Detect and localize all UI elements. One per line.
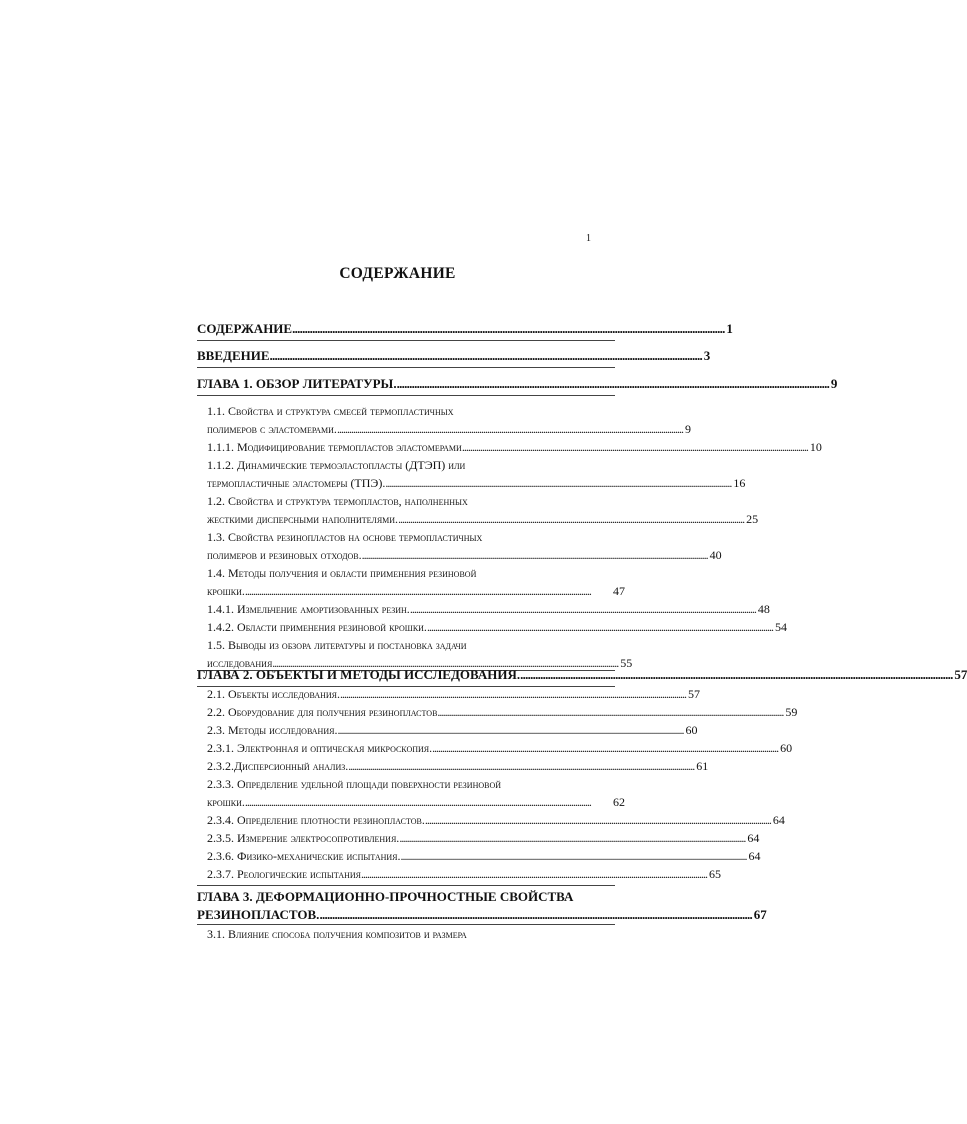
dot-leader [245, 582, 610, 600]
dot-leader [361, 865, 706, 883]
dot-leader [410, 600, 755, 618]
toc-entry [197, 320, 733, 338]
page-number: 1 [586, 233, 591, 244]
section-divider [197, 367, 615, 368]
toc-page-number: 64 [747, 831, 760, 845]
toc-entry [197, 402, 691, 438]
dot-leader [245, 793, 610, 811]
dot-leader [362, 546, 707, 564]
toc-entry-title: 1.2. Свойства и структура термопластов, наполненных [207, 494, 468, 508]
dot-leader [337, 420, 682, 438]
section-divider [197, 885, 615, 886]
dot-leader [398, 510, 743, 528]
toc-page-number: 47 [613, 584, 625, 598]
toc-entry-title-continued: полимеров с эластомерами. [207, 422, 337, 436]
toc-entry-title: 1.1. Свойства и структура смесей термопластичных [207, 404, 454, 418]
toc-page-number: 25 [746, 512, 759, 526]
toc-entry-title-continued: крошки. [207, 584, 245, 598]
toc-entry [197, 847, 761, 865]
dot-leader [397, 375, 828, 393]
toc-page-number: 16 [733, 476, 746, 490]
toc-page-number: 59 [785, 705, 798, 719]
toc-entry-title: ГЛАВА 2. ОБЪЕКТЫ И МЕТОДЫ ИССЛЕДОВАНИЯ. [197, 667, 521, 682]
toc-entry-title: 2.2. Оборудование для получения резинопластов [207, 705, 438, 719]
dot-leader [385, 474, 730, 492]
dot-leader [425, 811, 770, 829]
toc-page-number: 55 [620, 656, 633, 670]
toc-entry-title: 1.4. Методы получения и области применения резиновой [207, 566, 477, 580]
toc-entry-title: ВВЕДЕНИЕ [197, 348, 270, 363]
toc-entry [197, 703, 798, 721]
toc-entry [197, 666, 967, 684]
toc-page-number: 65 [709, 867, 721, 881]
toc-page-number: 67 [753, 907, 767, 922]
toc-entry-title: 2.3.2.Дисперсионный анализ. [207, 759, 349, 773]
dot-leader [437, 703, 782, 721]
toc-page-number: 1 [726, 321, 733, 336]
dot-leader [399, 829, 744, 847]
toc-entry [197, 600, 770, 618]
toc-page-number: 9 [684, 422, 691, 436]
toc-entry-title: 2.3.6. Физико-механические испытания. [207, 849, 401, 863]
toc-entry [197, 375, 838, 393]
dot-leader [462, 438, 807, 456]
toc-entry [197, 811, 785, 829]
toc-entry-title: ГЛАВА 1. ОБЗОР ЛИТЕРАТУРЫ. [197, 376, 397, 391]
toc-entry [197, 618, 787, 636]
toc-page-number: 62 [613, 795, 625, 809]
toc-page-number: 57 [954, 667, 967, 682]
toc-entry-title: 2.1. Объекты исследования. [207, 687, 340, 701]
dot-leader [340, 685, 685, 703]
dot-leader [348, 757, 693, 775]
toc-entry-title: 2.3.5. Измерение электросопротивления. [207, 831, 400, 845]
toc-entry-title: 1.4.2. Области применения резиновой крошки. [207, 620, 427, 634]
dot-leader [520, 666, 951, 684]
toc-page-number: 60 [780, 741, 793, 755]
toc-entry-title-continued: РЕЗИНОПЛАСТОВ. [197, 907, 320, 922]
toc-page-number: 61 [696, 759, 709, 773]
dot-leader [401, 847, 746, 865]
dot-leader [319, 906, 750, 924]
toc-entry [197, 888, 767, 924]
toc-page-number: 57 [688, 687, 700, 701]
toc-entry-title: 1.1.1. Модифицирование термопластов эластомерами [207, 440, 462, 454]
toc-entry [197, 829, 760, 847]
toc-entry [197, 721, 698, 739]
dot-leader [432, 739, 777, 757]
toc-page-number: 54 [774, 620, 787, 634]
dot-leader [270, 347, 701, 365]
toc-entry-title: 3.1. Влияние способа получения композитов и размера [207, 927, 467, 941]
toc-entry [197, 347, 711, 365]
toc-entry-title: 2.3.1. Электронная и оптическая микроскопия. [207, 741, 433, 755]
toc-entry [197, 438, 822, 456]
toc-entry-title: 1.3. Свойства резинопластов на основе термопластичных [207, 530, 483, 544]
toc-entry [197, 685, 700, 703]
toc-entry-title: СОДЕРЖАНИЕ [197, 321, 293, 336]
toc-entry [197, 739, 793, 757]
toc-entry [197, 564, 625, 600]
toc-entry-title-continued: жесткими дисперсными наполнителями. [207, 512, 399, 526]
toc-entry [197, 757, 709, 775]
toc-entry-title: 2.3.3. Определение удельной площади поверхности резиновой [207, 777, 502, 791]
toc-entry-title-continued: исследования [207, 656, 273, 670]
dot-leader [292, 320, 723, 338]
toc-entry-title: 1.5. Выводы из обзора литературы и постановка задачи [207, 638, 467, 652]
page-title: СОДЕРЖАНИЕ [339, 265, 456, 282]
section-divider [197, 395, 615, 396]
toc-entry-title: 2.3. Методы исследования. [207, 723, 338, 737]
toc-page-number: 3 [703, 348, 711, 363]
toc-page-number: 64 [748, 849, 761, 863]
toc-entry-title: 2.3.7. Реологические испытания [207, 867, 361, 881]
toc-page-number: 64 [772, 813, 785, 827]
toc-entry-title: 1.1.2. Динамические термоэластопласты (ДТЭП) или [207, 458, 466, 472]
dot-leader [427, 618, 772, 636]
toc-entry [197, 925, 625, 943]
toc-entry [197, 456, 746, 492]
toc-entry [197, 492, 759, 528]
toc-entry-title-continued: крошки. [207, 795, 245, 809]
toc-entry [197, 528, 722, 564]
toc-entry [197, 775, 625, 811]
toc-entry-title: ГЛАВА 3. ДЕФОРМАЦИОННО-ПРОЧНОСТНЫЕ СВОЙСТВА [197, 889, 574, 904]
toc-page-number: 9 [830, 376, 838, 391]
section-divider [197, 340, 615, 341]
toc-entry-title-continued: термопластичные эластомеры (ТПЭ). [207, 476, 386, 490]
toc-page-number: 40 [709, 548, 722, 562]
toc-entry-title-continued: полимеров и резиновых отходов. [207, 548, 362, 562]
toc-entry [197, 865, 721, 883]
toc-page-number: 48 [757, 602, 770, 616]
toc-page-number: 10 [809, 440, 822, 454]
toc-entry-title: 1.4.1. Измельчение амортизованных резин. [207, 602, 410, 616]
toc-page-number: 60 [685, 723, 698, 737]
dot-leader [337, 721, 682, 739]
toc-entry-title: 2.3.4. Определение плотности резинопластов. [207, 813, 425, 827]
